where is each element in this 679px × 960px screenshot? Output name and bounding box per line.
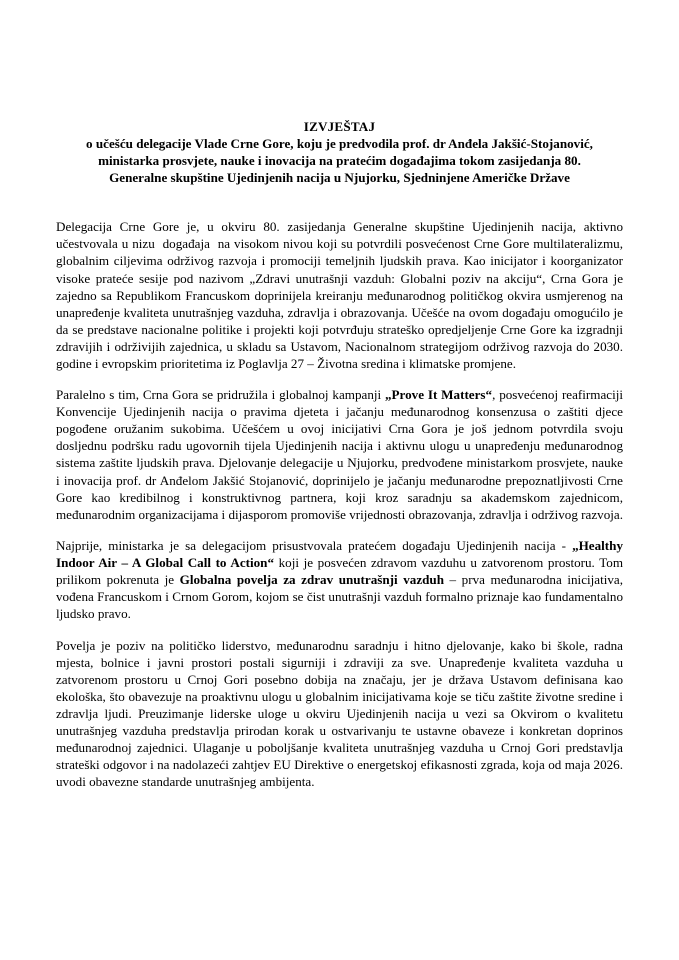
document-subtitle-line-1: o učešću delegacije Vlade Crne Gore, koju je predvodila prof. dr Anđela Jakšić-Stojanović, [86, 136, 593, 152]
paragraph-3 [56, 537, 623, 622]
paragraph-3-text-part-3: – prva međunarodna inicijativa, vođena Francuskom i Crnom Gorom, kojom se čist unutrašnji vazduh formalno priznaje kao fundamentalno ljudsko pravo. [56, 572, 623, 622]
paragraph-2-text-part-1: Paralelno s tim, Crna Gora se pridružila i globalnoj kampanji [56, 387, 385, 403]
paragraph-3-text-part-2: koji je posvećen zdravom vazduhu u zatvorenom prostoru. Tom prilikom pokrenuta je [56, 555, 624, 588]
document-body [56, 0, 627, 790]
charter-name-globalna-povelja: Globalna povelja za zdrav unutrašnji vazduh [179, 572, 444, 588]
campaign-name-prove-it-matters: „Prove It Matters“ [385, 387, 493, 403]
paragraph-2-text-part-2: , posvećenoj reafirmaciji Konvencije Ujedinjenih nacija o pravima djeteta i jačanju međunarodnog konsenzusa o zaštiti djece pogođene oružanim sukobima. Učešćem u ovoj inicijativi Crna Gora je još jednom potvrdila svoju dosljednu podršku radu ugovornih tijela Ujedinjenih nacija i aktivnu ulogu u unapređenju međunarodnog sistema zaštite ljudskih prava. Djelovanje delegacije u Njujorku, predvođene ministarkom prosvjete, nauke i inovacija prof. dr Anđelom Jakšić Stojanović, doprinijelo je jačanju međunarodne prepoznatljivosti Crne Gore kao kredibilnog i konstruktivnog partnera, koji kroz saradnju sa akademskom zajednicom, međunarodnim organizacijama i dijasporom promoviše vrijednosti obrazovanja, zdravlja i održivog razvoja. [56, 387, 624, 522]
page-title: IZVJEŠTAJ [303, 119, 376, 134]
document-subtitle-line-2: ministarka prosvjete, nauke i inovacija na pratećim događajima tokom zasijedanja 80. [98, 153, 581, 169]
document-subtitle-line-3: Generalne skupštine Ujedinjenih nacija u Njujorku, Sjedninjene Američke Države [109, 170, 570, 186]
paragraph-2 [56, 386, 623, 522]
paragraph-4: Povelja je poziv na političko liderstvo, međunarodnu saradnju i hitno djelovanje, kako bi škole, radna mjesta, bolnice i javni prostori postali sigurniji i zdraviji za sve. Unapređenje kvaliteta vazduha u zatvorenom prostoru u Crnoj Gori posebno dobija na značaju, jer je država Ustavom definisana kao ekološka, što obavezuje na proaktivnu ulogu u globalnim inicijativama koje se tiču zaštite životne sredine i zdravlja ljudi. Preuzimanje liderske uloge u okviru Ujedinjenih nacija u vezi sa Okvirom o kvalitetu unutrašnjeg vazduha predstavlja prirodan korak u ostvarivanju te ustavne obaveze i konkretan doprinos međunarodnoj zajednici. Ulaganje u poboljšanje kvaliteta unutrašnjeg vazduha u Crnoj Gori predstavlja strateški odgovor i na nadolazeći zahtjev EU Direktive o energetskoj efikasnosti zgrada, koja od maja 2026. uvodi obavezne standarde unutrašnjeg ambijenta. [56, 637, 623, 790]
document-title-block [56, 118, 623, 186]
paragraph-3-text-part-1: Najprije, ministarka je sa delegacijom prisustvovala pratećem događaju Ujedinjenih nacija - [56, 538, 573, 554]
paragraph-1: Delegacija Crne Gore je, u okviru 80. zasijedanja Generalne skupštine Ujedinjenih nacija, aktivno učestvovala u nizu događaja na visokom nivou koji su potvrdili posvećenost Crne Gore multilateralizmu, globalnim ciljevima održivog razvoja i promociji temeljnih ljudskih prava. Kao inicijator i koorganizator visoke prateće sesije pod nazivom „Zdravi unutrašnji vazduh: Globalni poziv na akciju“, Crna Gora je zajedno sa Republikom Francuskom doprinijela kreiranju međunarodnog političkog okvira usmjerenog na unapređenje kvaliteta unutrašnjeg vazduha, zdravlja i obrazovanja. Učešće na ovom događaju omogućilo je da se predstave nacionalne politike i projekti koji potvrđuju strateško opredjeljenje Crne Gore ka izgradnji zdravijih i održivijih zajednica, u skladu sa Ustavom, Nacionalnom strategijom održivog razvoja do 2030. godine i evropskim prioritetima iz Poglavlja 27 – Životna sredina i klimatske promjene. [56, 219, 627, 371]
event-name-healthy-indoor-air: „Healthy Indoor Air – A Global Call to Action“ [56, 538, 623, 571]
